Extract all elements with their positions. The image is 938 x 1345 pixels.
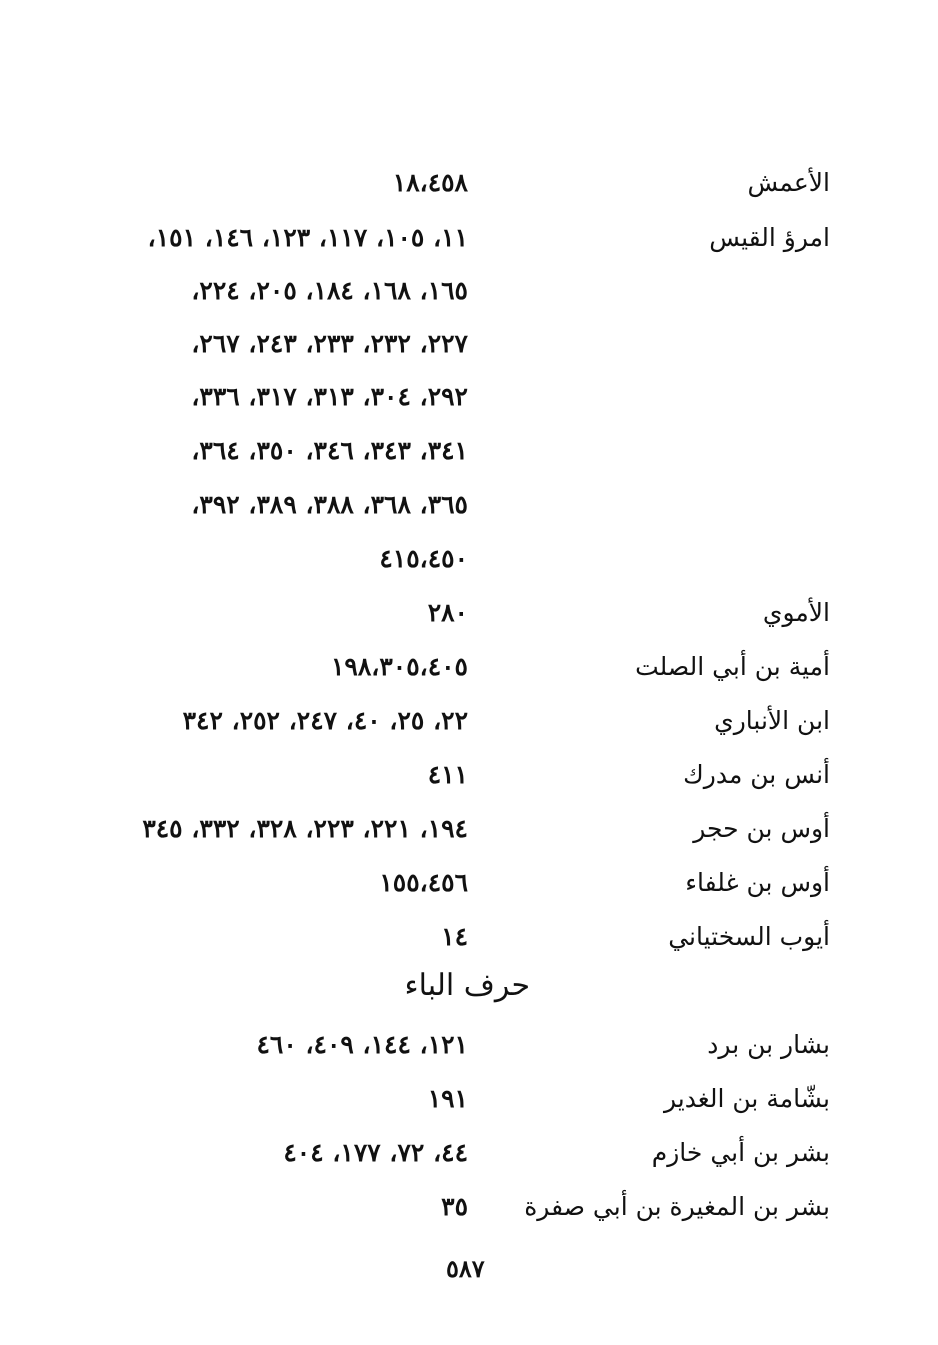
index-entry-name: بشار بن برد [707, 1030, 830, 1059]
index-entry-name: أوس بن غلفاء [685, 868, 830, 897]
page-number: ٥٨٧ [446, 1254, 485, 1283]
index-entry-pages-continued: ٣٤١، ٣٤٣، ٣٤٦، ٣٥٠، ٣٦٤، [191, 436, 468, 465]
index-entry-name: أنس بن مدرك [683, 760, 830, 789]
index-entry-pages: ١٩٤، ٢٢١، ٢٢٣، ٣٢٨، ٣٣٢، ٣٤٥ [142, 814, 468, 843]
index-entry-pages: ١٤ [441, 922, 468, 951]
index-entry-name: الأموي [762, 598, 830, 627]
index-entry-name: أيوب السختياني [668, 922, 830, 951]
index-entry-name: بشّامة بن الغدير [663, 1084, 830, 1113]
index-entry-pages-continued: ٣٦٥، ٣٦٨، ٣٨٨، ٣٨٩، ٣٩٢، [191, 490, 468, 519]
index-entry-pages-continued: ١٦٥، ١٦٨، ١٨٤، ٢٠٥، ٢٢٤، [191, 276, 468, 305]
section-heading: حرف الباء [404, 968, 530, 1003]
index-entry-pages: ٢٢، ٢٥، ٤٠، ٢٤٧، ٢٥٢، ٣٤٢ [182, 706, 468, 735]
index-entry-pages-continued: ٤١٥،٤٥٠ [379, 544, 468, 573]
index-entry-name: بشر بن المغيرة بن أبي صفرة [524, 1192, 830, 1221]
index-entry-name: أوس بن حجر [693, 814, 830, 843]
index-entry-pages: ١٨،٤٥٨ [392, 168, 468, 197]
index-entry-name: الأعمش [747, 168, 830, 197]
index-entry-name: ابن الأنباري [714, 706, 830, 735]
index-entry-name: أمية بن أبي الصلت [635, 652, 830, 681]
index-entry-pages: ٣٥ [441, 1192, 468, 1221]
index-entry-pages: ٢٨٠ [427, 598, 468, 627]
index-entry-name: امرؤ القيس [709, 223, 830, 252]
index-entry-pages: ١٢١، ١٤٤، ٤٠٩، ٤٦٠ [256, 1030, 468, 1059]
index-entry-pages: ٤٤، ٧٢، ١٧٧، ٤٠٤ [283, 1138, 468, 1167]
index-entry-pages: ١٩١ [427, 1084, 468, 1113]
index-entry-pages: ١٩٨،٣٠٥،٤٠٥ [331, 652, 468, 681]
index-entry-name: بشر بن أبي خازم [651, 1138, 830, 1167]
index-entry-pages-continued: ٢٢٧، ٢٣٢، ٢٣٣، ٢٤٣، ٢٦٧، [191, 329, 468, 358]
index-entry-pages: ١١، ١٠٥، ١١٧، ١٢٣، ١٤٦، ١٥١، [147, 223, 468, 252]
index-entry-pages-continued: ٢٩٢، ٣٠٤، ٣١٣، ٣١٧، ٣٣٦، [191, 382, 468, 411]
index-entry-pages: ١٥٥،٤٥٦ [379, 868, 468, 897]
index-entry-pages: ٤١١ [427, 760, 468, 789]
